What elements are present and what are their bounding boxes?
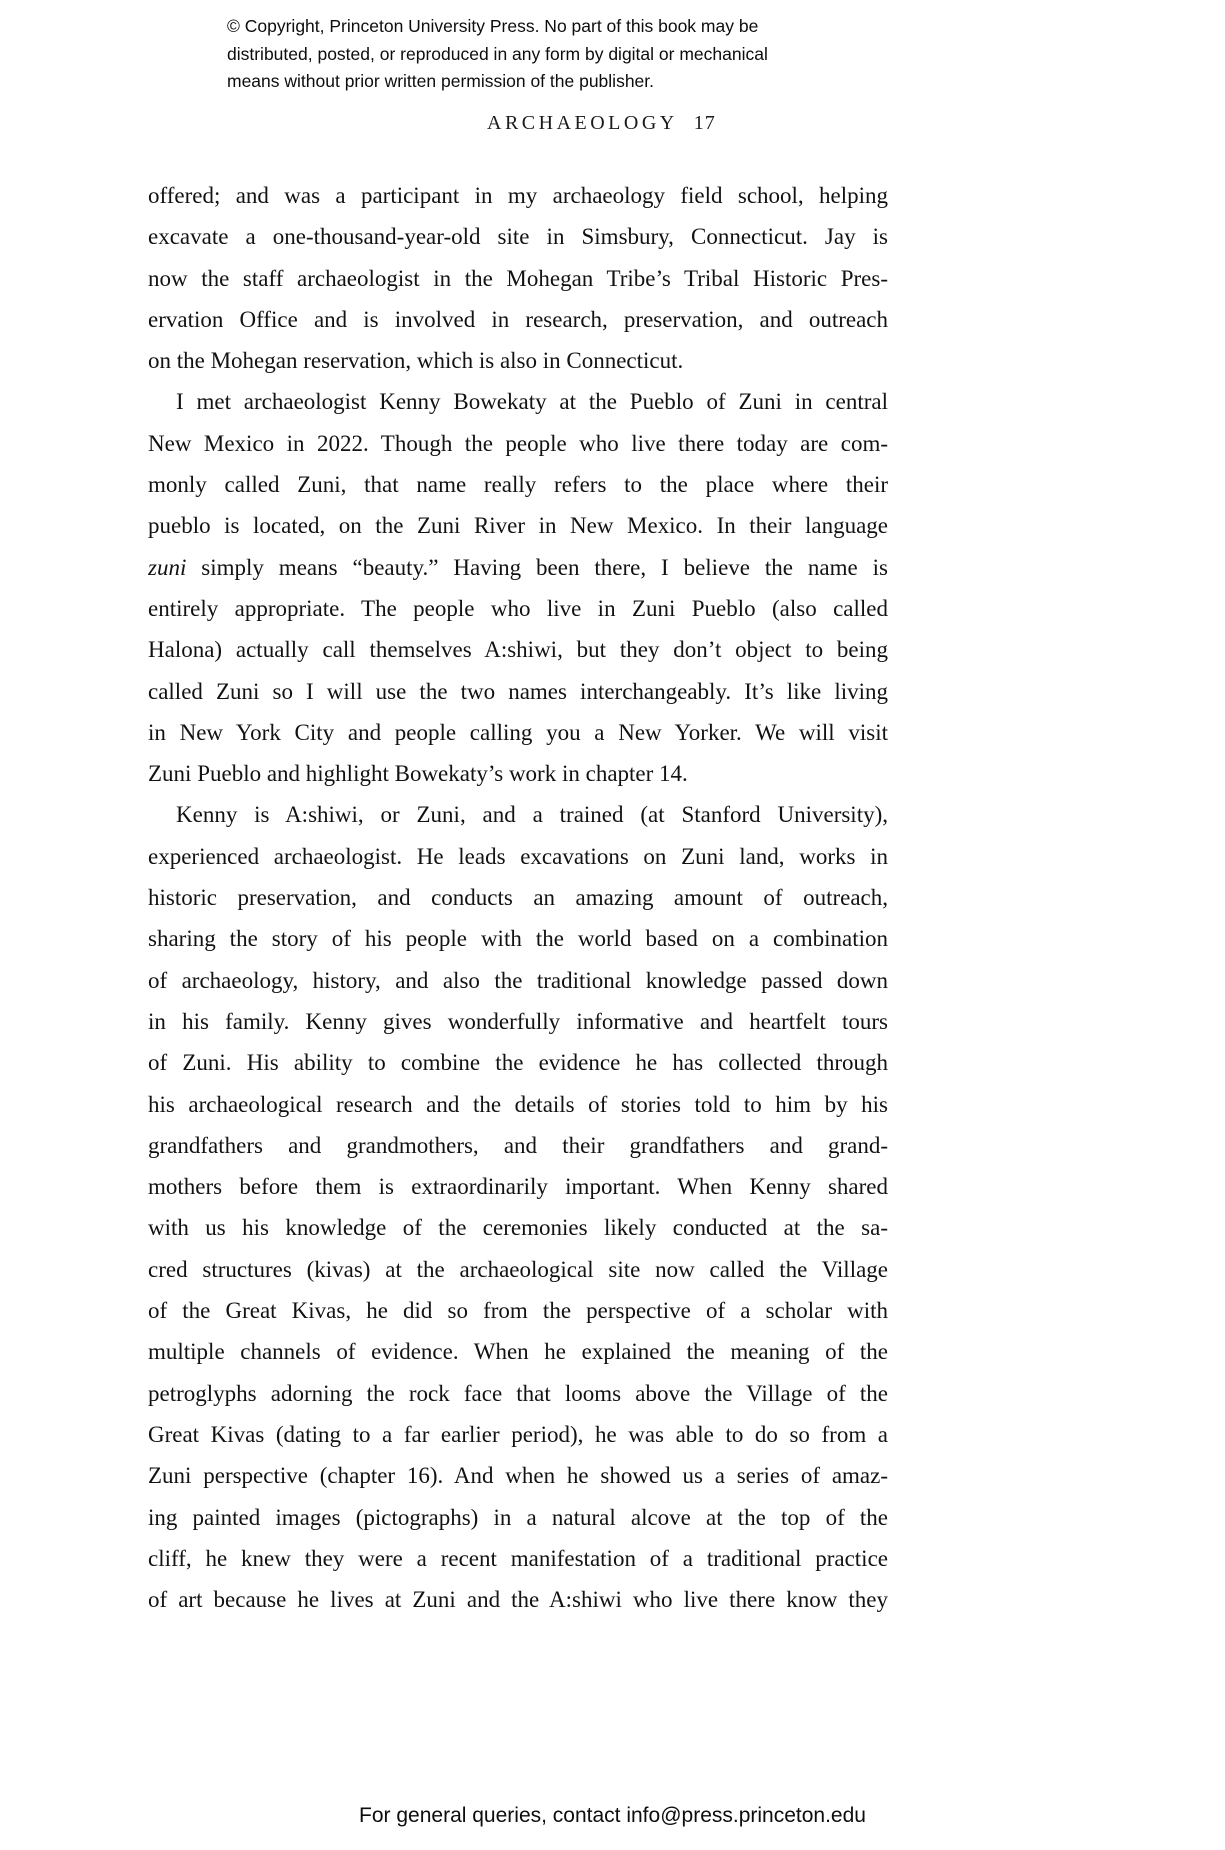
body-line: pueblo is located, on the Zuni River in New Mexico. In their language (148, 513, 888, 539)
body-line: his archaeological research and the details of stories told to him by his (148, 1091, 888, 1117)
footer-contact: For general queries, contact info@press.princeton.edu (359, 1804, 866, 1827)
body-line: multiple channels of evidence. When he explained the meaning of the (148, 1339, 888, 1365)
body-line: Zuni Pueblo and highlight Bowekaty’s work in chapter 14. (148, 761, 688, 787)
body-line: ervation Office and is involved in research, preservation, and outreach (148, 306, 888, 332)
running-head (487, 112, 716, 135)
body-line: in his family. Kenny gives wonderfully informative and heartfelt tours (148, 1008, 888, 1034)
body-line: ing painted images (pictographs) in a natural alcove at the top of the (148, 1504, 888, 1530)
body-text (148, 175, 888, 1620)
page-number: 17 (693, 112, 716, 134)
body-line: Zuni perspective (chapter 16). And when he showed us a series of amaz- (148, 1463, 888, 1489)
body-line: cred structures (kivas) at the archaeological site now called the Village (148, 1256, 888, 1282)
body-line: zuni simply means “beauty.” Having been there, I believe the name is (148, 554, 888, 580)
body-line: in New York City and people calling you a New Yorker. We will visit (148, 719, 888, 745)
body-line: sharing the story of his people with the world based on a combination (148, 926, 888, 952)
body-line: historic preservation, and conducts an amazing amount of outreach, (148, 885, 888, 911)
body-line: now the staff archaeologist in the Mohegan Tribe’s Tribal Historic Pres- (148, 265, 888, 291)
body-line: excavate a one-thousand-year-old site in Simsbury, Connecticut. Jay is (148, 224, 888, 250)
body-line: of Zuni. His ability to combine the evidence he has collected through (148, 1050, 888, 1076)
body-line: called Zuni so I will use the two names interchangeably. It’s like living (148, 678, 888, 704)
body-line: of the Great Kivas, he did so from the perspective of a scholar with (148, 1298, 888, 1324)
body-line: New Mexico in 2022. Though the people who live there today are com- (148, 430, 888, 456)
body-line: monly called Zuni, that name really refers to the place where their (148, 472, 888, 498)
body-line: grandfathers and grandmothers, and their grandfathers and grand- (148, 1132, 888, 1158)
body-line: Kenny is A:shiwi, or Zuni, and a trained (at Stanford University), (176, 802, 888, 828)
body-line: with us his knowledge of the ceremonies likely conducted at the sa- (148, 1215, 888, 1241)
body-line: entirely appropriate. The people who live in Zuni Pueblo (also called (148, 595, 888, 621)
body-line: petroglyphs adorning the rock face that looms above the Village of the (148, 1380, 888, 1406)
body-line: of archaeology, history, and also the traditional knowledge passed down (148, 967, 888, 993)
chapter-title: ARCHAEOLOGY (487, 112, 678, 134)
body-line: cliff, he knew they were a recent manifestation of a traditional practice (148, 1545, 888, 1571)
body-line: experienced archaeologist. He leads excavations on Zuni land, works in (148, 843, 888, 869)
body-line: I met archaeologist Kenny Bowekaty at the Pueblo of Zuni in central (176, 389, 888, 415)
copyright-line: © Copyright, Princeton University Press. No part of this book may be (227, 16, 759, 36)
body-line: mothers before them is extraordinarily important. When Kenny shared (148, 1174, 888, 1200)
body-line: offered; and was a participant in my archaeology field school, helping (148, 183, 888, 208)
copyright-notice (227, 13, 768, 96)
copyright-line: means without prior written permission of the publisher. (227, 71, 655, 91)
body-line: on the Mohegan reservation, which is also in Connecticut. (148, 348, 684, 374)
body-line: Great Kivas (dating to a far earlier period), he was able to do so from a (148, 1421, 888, 1447)
copyright-line: distributed, posted, or reproduced in any form by digital or mechanical (227, 43, 768, 64)
body-line: Halona) actually call themselves A:shiwi, but they don’t object to being (148, 637, 888, 663)
body-line: of art because he lives at Zuni and the A:shiwi who live there know they (148, 1587, 888, 1613)
